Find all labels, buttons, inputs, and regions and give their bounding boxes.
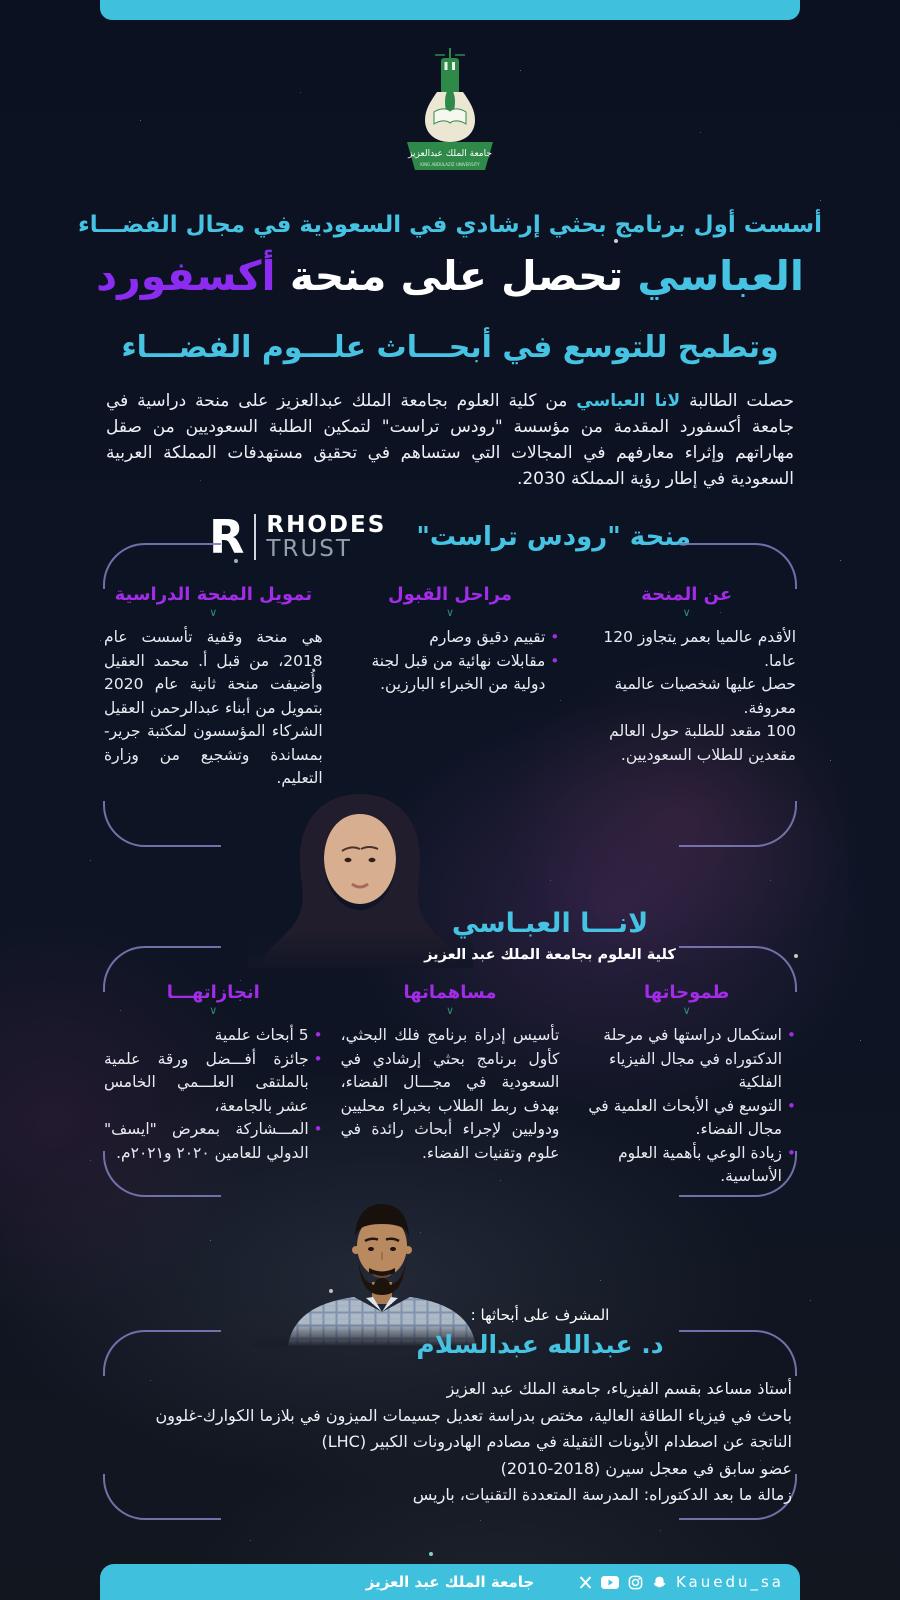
column-heading: مساهماتها bbox=[403, 982, 497, 1003]
list-item: • المـــشاركة بمعرض "ايسف" الدولي للعامين ٢٠٢٠ و٢٠٢١م. bbox=[104, 1118, 323, 1165]
column-body bbox=[104, 1024, 323, 1165]
column-heading: مراحل القبول bbox=[388, 584, 512, 605]
frame-corner bbox=[103, 1330, 221, 1376]
list-item: • مقابلات نهائية من قبل لجنة دولية من الخبراء البارزين. bbox=[341, 650, 560, 697]
column-ambitions bbox=[577, 982, 796, 1189]
student-columns bbox=[104, 982, 796, 1189]
chevron-down-icon bbox=[341, 1004, 560, 1018]
supervisor-bio bbox=[108, 1376, 792, 1509]
chevron-down-icon bbox=[577, 1004, 796, 1018]
supervisor-name-block bbox=[360, 1306, 720, 1359]
footer-social-row bbox=[579, 1564, 784, 1600]
student-name-block bbox=[380, 908, 720, 963]
footer-bar bbox=[100, 1564, 800, 1600]
starfield-bright bbox=[0, 0, 2, 2]
title-mid: تحصل على منحة bbox=[275, 252, 638, 300]
headline-kicker: أسست أول برنامج بحثي إرشادي في السعودية في مجال الفضـــاء bbox=[77, 212, 823, 238]
chevron-down-icon bbox=[577, 606, 796, 620]
frame-corner bbox=[679, 543, 797, 589]
rhodes-logo-mark: R bbox=[209, 510, 245, 564]
column-achievements bbox=[104, 982, 323, 1189]
bio-line: عضو سابق في معجل سيرن (2018-2010) bbox=[500, 1458, 792, 1478]
snapchat-icon[interactable] bbox=[652, 1575, 667, 1589]
list-item: • التوسع في الأبحاث العلمية في مجال الفضاء. bbox=[577, 1095, 796, 1142]
frame-corner bbox=[103, 543, 221, 589]
main-title bbox=[0, 252, 900, 300]
social-handle[interactable]: Kauedu_sa bbox=[675, 1573, 784, 1591]
kau-banner-subtext: KING ABDULAZIZ UNIVERSITY bbox=[420, 162, 480, 167]
rhodes-logo-line2: TRUST bbox=[266, 536, 352, 562]
rhodes-section-title: منحة "رودس تراست" bbox=[416, 522, 692, 552]
fact-line: حصل عليها شخصيات عالمية معروفة. bbox=[614, 675, 796, 717]
column-heading: عن المنحة bbox=[641, 584, 733, 605]
frame-corner bbox=[103, 801, 221, 847]
rhodes-columns bbox=[104, 584, 796, 791]
column-heading: انجازاتهـــا bbox=[166, 982, 260, 1003]
kau-university-logo bbox=[383, 46, 517, 178]
chevron-down-icon bbox=[104, 1004, 323, 1018]
instagram-icon[interactable] bbox=[628, 1575, 643, 1590]
column-heading: طموحاتها bbox=[643, 982, 730, 1003]
title-grant-name: أكسفورد bbox=[96, 252, 276, 300]
list-item: • تقييم دقيق وصارم bbox=[341, 626, 560, 650]
column-contributions bbox=[341, 982, 560, 1189]
rhodes-logo-separator bbox=[254, 514, 256, 560]
fact-line: 100 مقعد للطلبة حول العالم مقعدين للطلاب السعوديين. bbox=[609, 722, 796, 764]
top-accent-bar bbox=[100, 0, 800, 20]
bio-line: زمالة ما بعد الدكتوراه: المدرسة المتعددة التقنيات، باريس bbox=[412, 1485, 792, 1504]
bio-line: الناتجة عن اصطدام الأيونات الثقيلة في مصادم الهادرونات الكبير (LHC) bbox=[321, 1432, 792, 1451]
x-icon[interactable] bbox=[579, 1576, 592, 1589]
rhodes-trust-logo bbox=[209, 510, 387, 564]
rhodes-logo-wordmark bbox=[266, 513, 386, 561]
chevron-down-icon bbox=[341, 606, 560, 620]
bio-line: باحث في فيزياء الطاقة العالية، مختص بدراسة تعديل جسيمات الميزون في بلازما الكوارك-غلوون bbox=[155, 1405, 792, 1425]
kau-logo-graphic bbox=[383, 46, 517, 174]
column-body bbox=[577, 1024, 796, 1189]
column-admission-stages bbox=[341, 584, 560, 791]
frame-corner bbox=[679, 801, 797, 847]
chevron-down-icon bbox=[104, 606, 323, 620]
kau-banner-text: جامعة الملك عبدالعزيز bbox=[408, 149, 492, 159]
intro-student-name: لانا العباسي bbox=[576, 391, 681, 411]
intro-after: من كلية العلوم بجامعة الملك عبدالعزيز على منحة دراسية في جامعة أكسفورد المقدمة من مؤسسة "رودس تراست" لتمكين الطلبة السعوديين من صقل مهاراتهم وإثراء معارفهم في المجالات التي ستساهم في تحقيق مستهدفات المملكة العربية السعودية في إطار رؤية المملكة 2030. bbox=[106, 391, 794, 489]
intro-before: حصلت الطالبة bbox=[680, 391, 794, 411]
supervisor-label: المشرف على أبحاثها : bbox=[470, 1306, 610, 1324]
rhodes-logo-line1: RHODES bbox=[266, 511, 387, 538]
student-college: كلية العلوم بجامعة الملك عبد العزيز bbox=[424, 947, 676, 963]
student-name: لانـــا العبـاسي bbox=[451, 908, 649, 939]
list-item: • 5 أبحاث علمية bbox=[104, 1024, 323, 1048]
frame-corner bbox=[679, 1330, 797, 1376]
bio-line: أستاذ مساعد بقسم الفيزياء، جامعة الملك عبد العزيز bbox=[446, 1379, 792, 1398]
column-body: هي منحة وقفية تأسست عام 2018، من قبل أ. محمد العقيل وأُضيفت منحة ثانية عام 2020 بتمويل من أبناء عبدالرحمن العقيل الشركاء المؤسسون لمكتبة جرير- بمساندة وتشجيع من وزارة التعليم. bbox=[104, 628, 323, 787]
footer-university-name: جامعة الملك عبد العزيز bbox=[365, 1573, 535, 1591]
column-body: تأسيس إدراة برنامج فلك البحثي، كأول برنامج بحثي إرشادي في السعودية في مجـــال الفضاء، بهدف ربط الطلاب بخبراء محليين ودوليين لإجراء أبحاث رائدة في علوم وتقنيات الفضاء. bbox=[340, 1026, 560, 1162]
intro-paragraph bbox=[106, 388, 794, 492]
list-item: • زيادة الوعي بأهمية العلوم الأساسية. bbox=[577, 1142, 796, 1189]
list-item: • استكمال دراستها في مرحلة الدكتوراه في مجال الفيزياء الفلكية bbox=[577, 1024, 796, 1095]
column-body bbox=[577, 626, 796, 767]
supervisor-name: د. عبدالله عبدالسلام bbox=[416, 1330, 664, 1359]
list-item: • جائزة أفـــضل ورقة علمية بالملتقى العلـــمي الخامس عشر بالجامعة، bbox=[104, 1048, 323, 1119]
headline-subtitle: وتطمح للتوسع في أبحـــاث علـــوم الفضـــاء bbox=[121, 330, 779, 365]
column-heading: تمويل المنحة الدراسية bbox=[114, 584, 313, 605]
column-body bbox=[341, 626, 560, 697]
youtube-icon[interactable] bbox=[601, 1576, 619, 1589]
title-student-name: العباسي bbox=[637, 252, 804, 300]
column-grant-funding bbox=[104, 584, 323, 791]
column-about-grant bbox=[577, 584, 796, 791]
fact-line: الأقدم عالميا بعمر يتجاوز 120 عاما. bbox=[603, 628, 796, 670]
